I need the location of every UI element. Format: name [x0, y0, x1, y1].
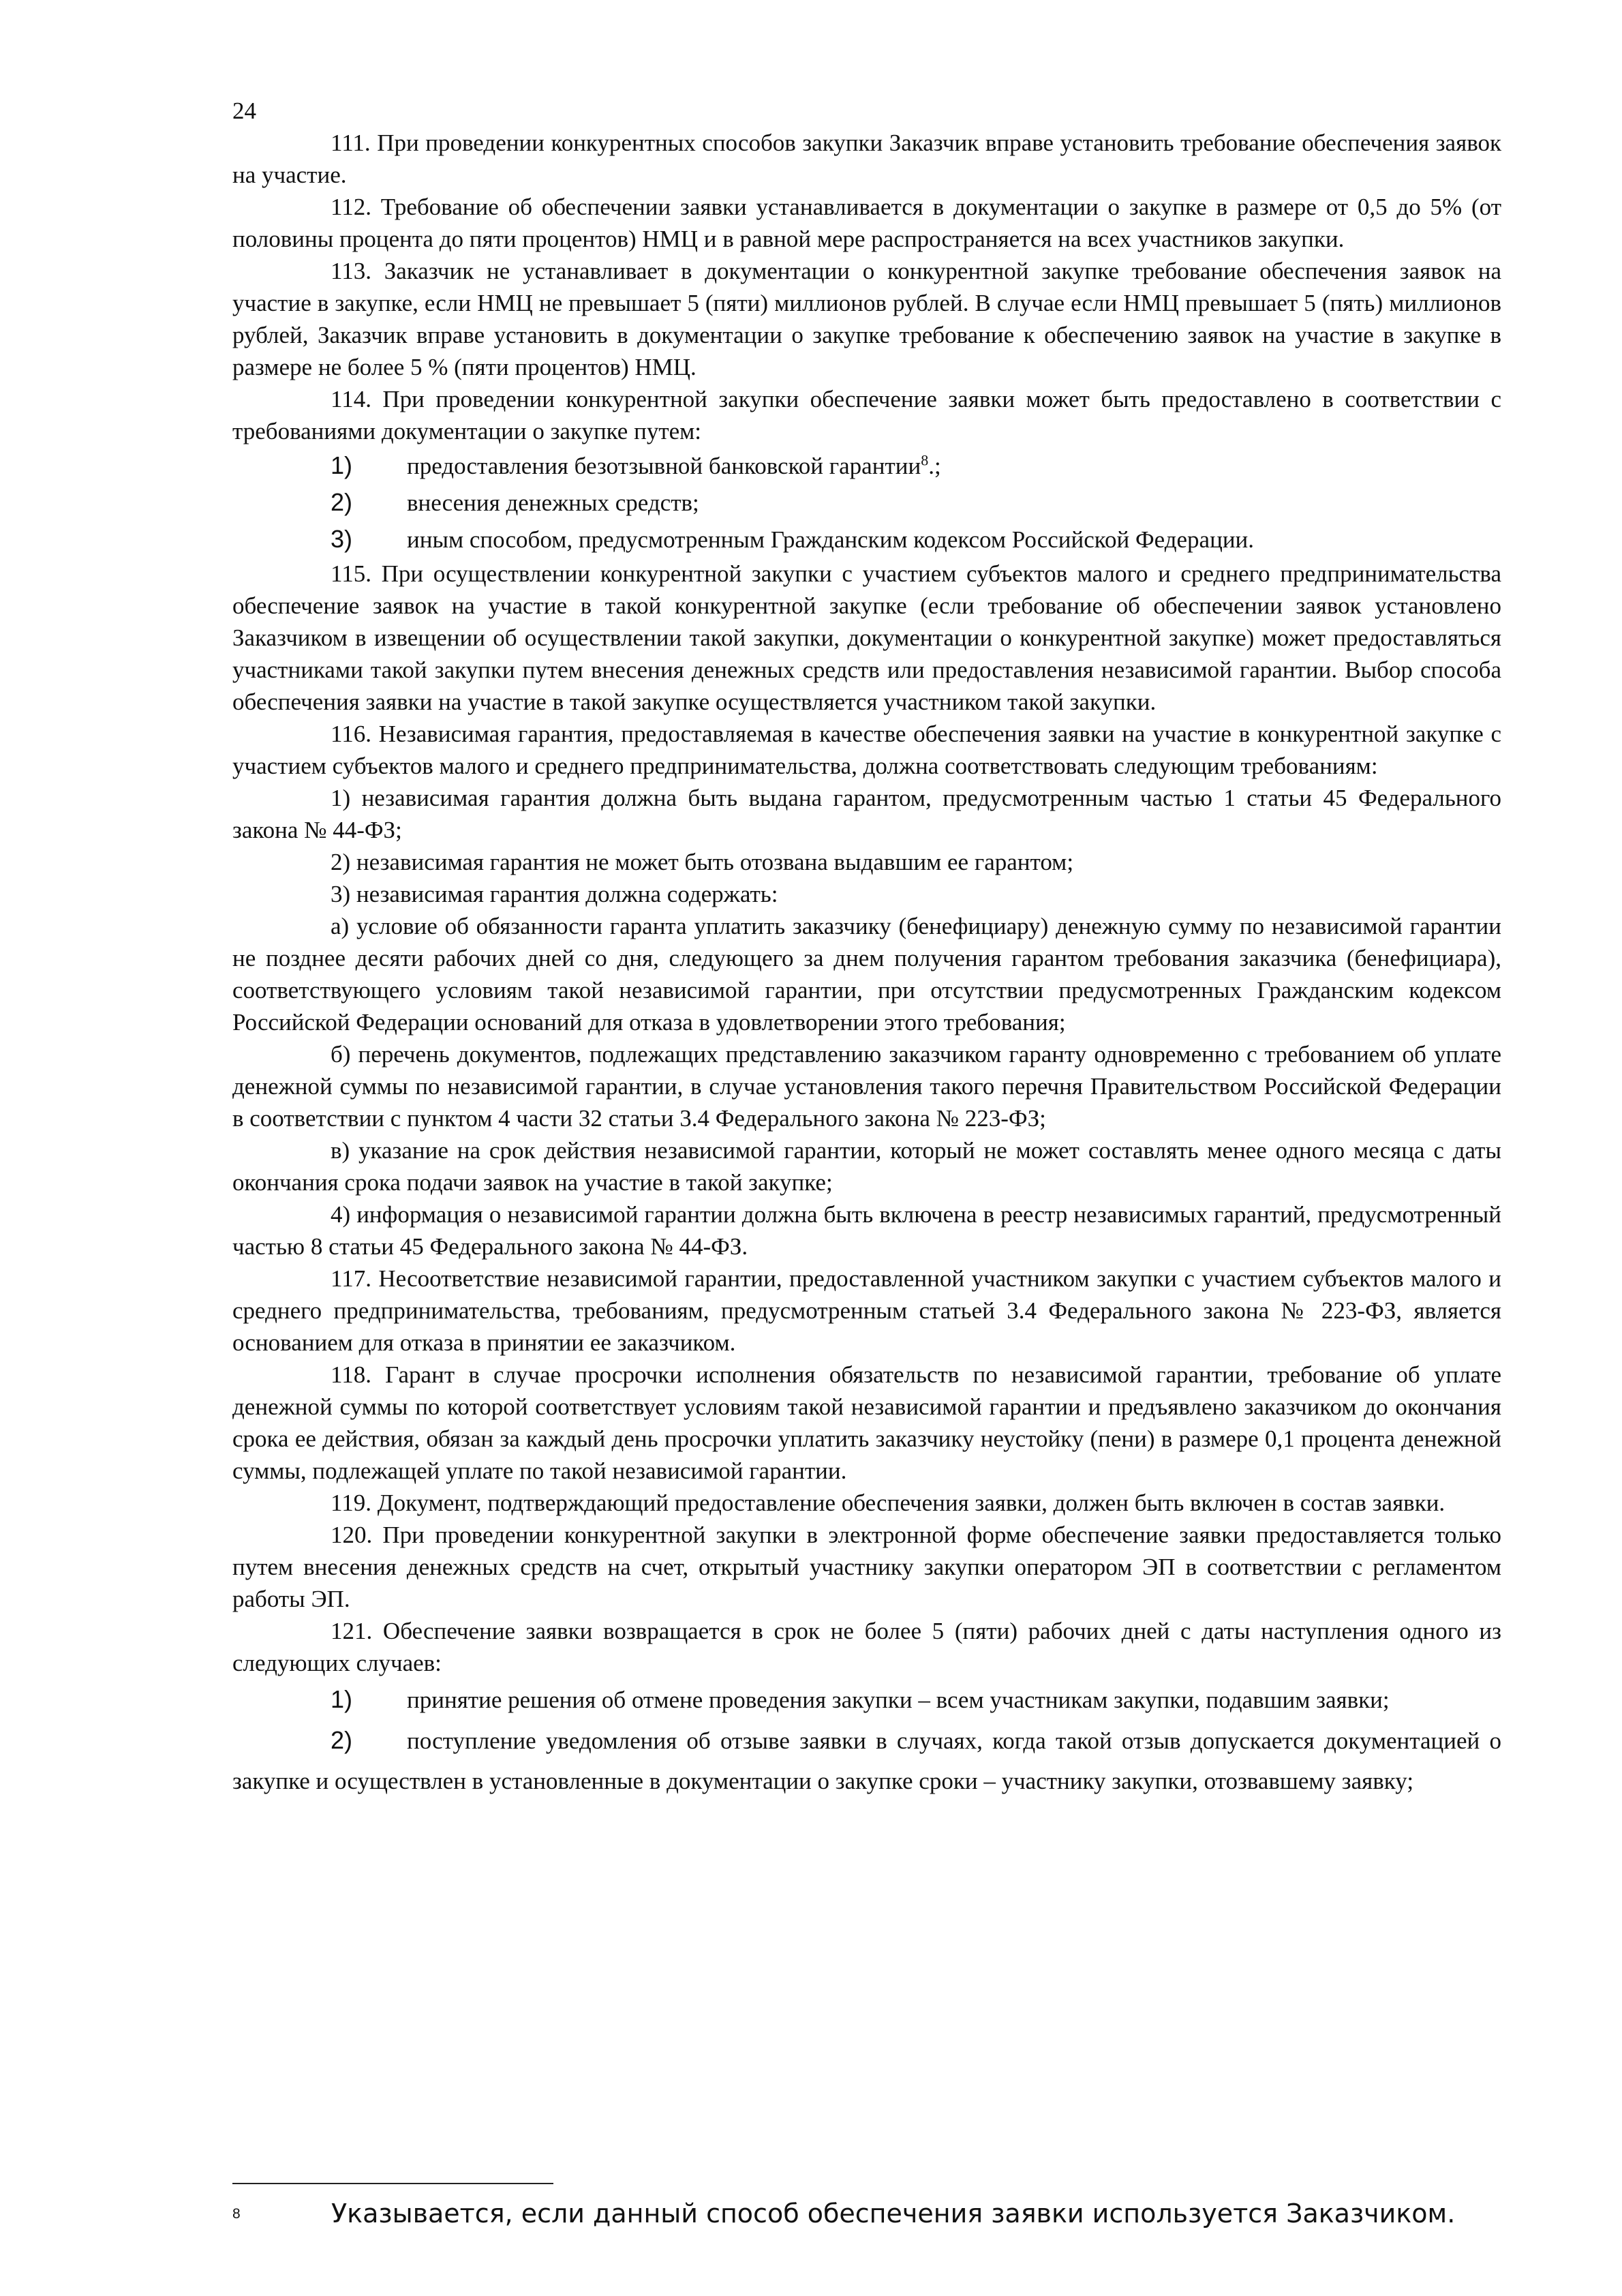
- list-item-text: иным способом, предусмотренным Гражданским кодексом Российской Федерации.: [407, 526, 1255, 553]
- subitem-3v: в) указание на срок действия независимой гарантии, который не может составлять менее одного месяца с даты окончания срока подачи заявок на участие в такой закупке;: [232, 1137, 1501, 1196]
- paragraph-114: 114. При проведении конкурентной закупки обеспечение заявки может быть предоставлено в соответствии с требованиями документации о закупке путем:: [232, 386, 1501, 444]
- paragraph-115: 115. При осуществлении конкурентной закупки с участием субъектов малого и среднего предпринимательства обеспечение заявок на участие в такой конкурентной закупке (если требование об обеспечении заявок установлено Заказчиком в извещении об осуществлении такой закупки, документации о конкурентной закупке) может предоставляться участниками такой закупки путем внесения денежных средств или предоставления независимой гарантии. Выбор способа обеспечения заявки на участие в такой закупке осуществляется участником такой закупки.: [232, 560, 1501, 715]
- subitem-3a: а) условие об обязанности гаранта уплатить заказчику (бенефициару) денежную сумму по независимой гарантии не позднее десяти рабочих дней со дня, следующего за днем получения гарантом требования заказчика (бенефициара), соответствующего условиям такой независимой гарантии, при отсутствии предусмотренных Гражданским кодексом Российской Федерации оснований для отказа в удовлетворении этого требования;: [232, 913, 1501, 1036]
- list-item-number: 2): [331, 1726, 353, 1754]
- list-item-number: 3): [331, 525, 353, 553]
- list-item-number: 2): [331, 488, 353, 516]
- subitem-3: 3) независимая гарантия должна содержать:: [331, 881, 778, 907]
- subitem-4: 4) информация о независимой гарантии должна быть включена в реестр независимых гарантий, предусмотренный частью 8 статьи 45 Федерального закона № 44-ФЗ.: [232, 1201, 1501, 1260]
- footnote-text: Указывается, если данный способ обеспечения заявки используется Заказчиком.: [331, 2199, 1456, 2229]
- list-item-text: внесения денежных средств;: [407, 489, 699, 516]
- list-item-text: принятие решения об отмене проведения закупки – всем участникам закупки, подавшим заявки;: [407, 1687, 1390, 1713]
- subitem-3b: б) перечень документов, подлежащих представлению заказчиком гаранту одновременно с требованием об уплате денежной суммы по независимой гарантии, в случае установления такого перечня Правительством Российской Федерации в соответствии с пунктом 4 части 32 статьи 3.4 Федерального закона № 223-ФЗ;: [232, 1041, 1501, 1132]
- document-body: [232, 127, 1501, 1801]
- footnote-reference: 8: [921, 451, 929, 469]
- list-item: [232, 1720, 1501, 1801]
- footnote-separator: [232, 2183, 553, 2184]
- paragraph-113: 113. Заказчик не устанавливает в документации о конкурентной закупке требование обеспечения заявок на участие в закупке, если НМЦ не превышает 5 (пяти) миллионов рублей. В случае если НМЦ превышает 5 (пять) миллионов рублей, Заказчик вправе установить в документации о закупке требование к обеспечению заявок на участие в закупке в размере не более 5 % (пяти процентов) НМЦ.: [232, 258, 1501, 380]
- list-item: [232, 447, 1501, 484]
- paragraph-111: 111. При проведении конкурентных способов закупки Заказчик вправе установить требование обеспечения заявок на участие.: [232, 130, 1501, 188]
- list-item: [232, 521, 1501, 558]
- list-item: [232, 484, 1501, 521]
- paragraph-116: 116. Независимая гарантия, предоставляемая в качестве обеспечения заявки на участие в конкурентной закупке с участием субъектов малого и среднего предпринимательства, должна соответствовать следующим требованиям:: [232, 721, 1501, 779]
- paragraph-118: 118. Гарант в случае просрочки исполнения обязательств по независимой гарантии, требование об уплате денежной суммы по которой соответствует условиям такой независимой гарантии и предъявлено заказчиком до окончания срока ее действия, обязан за каждый день просрочки уплатить заказчику неустойку (пени) в размере 0,1 процента денежной суммы, подлежащей уплате по такой независимой гарантии.: [232, 1361, 1501, 1484]
- subitem-2: 2) независимая гарантия не может быть отозвана выдавшим ее гарантом;: [331, 849, 1074, 875]
- paragraph-117: 117. Несоответствие независимой гарантии, предоставленной участником закупки с участием субъектов малого и среднего предпринимательства, требованиям, предусмотренным статьей 3.4 Федерального закона № 223-ФЗ, является основанием для отказа в принятии ее заказчиком.: [232, 1265, 1501, 1356]
- paragraph-120: 120. При проведении конкурентной закупки в электронной форме обеспечение заявки предоставляется только путем внесения денежных средств на счет, открытый участнику закупки оператором ЭП в соответствии с регламентом работы ЭП.: [232, 1522, 1501, 1612]
- footnote-mark: 8: [232, 2206, 241, 2222]
- list-item-text: предоставления безотзывной банковской гарантии: [407, 453, 921, 479]
- paragraph-121: 121. Обеспечение заявки возвращается в срок не более 5 (пяти) рабочих дней с даты наступления одного из следующих случаев:: [232, 1618, 1501, 1676]
- list-item-tail: .;: [928, 453, 941, 479]
- list-item: [232, 1679, 1501, 1720]
- subitem-1: 1) независимая гарантия должна быть выдана гарантом, предусмотренным частью 1 статьи 45 Федерального закона № 44-ФЗ;: [232, 785, 1501, 843]
- list-item-number: 1): [331, 451, 353, 479]
- list-item-number: 1): [331, 1685, 353, 1713]
- paragraph-119: 119. Документ, подтверждающий предоставление обеспечения заявки, должен быть включен в состав заявки.: [331, 1490, 1445, 1516]
- list-item-text: поступление уведомления об отзыве заявки в случаях, когда такой отзыв допускается документацией о закупке и осуществлен в установленные в документации о закупке сроки – участнику закупки, отозвавшему заявку;: [232, 1727, 1501, 1794]
- paragraph-112: 112. Требование об обеспечении заявки устанавливается в документации о закупке в размере от 0,5 до 5% (от половины процента до пяти процентов) НМЦ и в равной мере распространяется на всех участников закупки.: [232, 194, 1501, 252]
- page-number: 24: [232, 97, 256, 124]
